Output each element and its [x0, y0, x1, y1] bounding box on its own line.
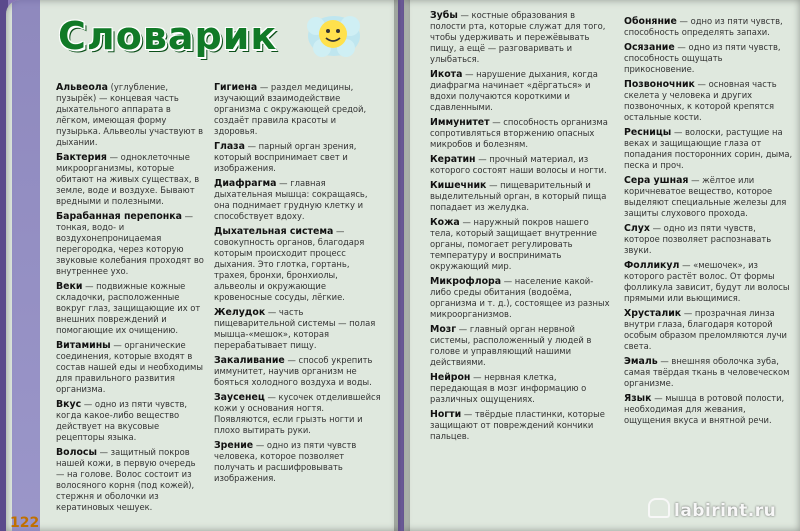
- glossary-term: Ресницы: [624, 127, 672, 138]
- glossary-definition: — нервная клетка, передающая в мозг информацию о различных ощущениях.: [430, 372, 587, 404]
- glossary-term: Иммунитет: [430, 117, 490, 128]
- page-title: Словарик: [58, 14, 278, 58]
- book-gutter: [394, 0, 410, 531]
- glossary-definition: — твёрдые пластинки, которые защищают от повреждений кончики пальцев.: [430, 409, 605, 441]
- glossary-column-4: [624, 16, 794, 430]
- smiling-sun-icon: [302, 8, 364, 62]
- watermark: [648, 498, 776, 521]
- glossary-column-1: [56, 82, 206, 517]
- glossary-definition: — органические соединения, которые входят в состав нашей еды и необходимы для правильного развития организма.: [56, 340, 203, 394]
- glossary-definition: — нарушение дыхания, когда диафрагма начинает «дёргаться» и вдохи получаются короткими и сдавленными.: [430, 69, 598, 112]
- glossary-term: Кишечник: [430, 180, 487, 191]
- glossary-definition: — одно из пяти чувств, способность ощущать прикосновение.: [624, 42, 781, 74]
- glossary-definition: — защитный покров нашей кожи, в первую очередь — на голове. Волос состоит из волосяного корня (под кожей), стержня и оболочки из кератиновых чешуек.: [56, 447, 196, 512]
- glossary-term: Диафрагма: [214, 178, 277, 189]
- glossary-term: Зубы: [430, 10, 458, 21]
- glossary-entry: [214, 440, 382, 484]
- glossary-definition: — совокупность органов, благодаря которым происходит процесс дыхания. Это глотка, гортань, трахея, бронхи, бронхиолы, альвеолы и окружающие кровеносные сосуды, лёгкие.: [214, 226, 365, 302]
- glossary-term: Слух: [624, 223, 650, 234]
- glossary-entry: [430, 180, 610, 213]
- glossary-entry: [214, 82, 382, 137]
- page-number: 122: [10, 515, 40, 531]
- glossary-entry: [430, 324, 610, 368]
- glossary-definition: — раздел медицины, изучающий взаимодействие организма с окружающей средой, создаёт правила красоты и здоровья.: [214, 82, 367, 136]
- glossary-column-3: [430, 10, 610, 446]
- glossary-term: Барабанная перепонка: [56, 211, 182, 222]
- glossary-entry: [624, 356, 794, 389]
- glossary-entry: [430, 372, 610, 405]
- glossary-column-2: [214, 82, 382, 488]
- glossary-definition: — главная дыхательная мышца: сокращаясь, она поднимает грудную клетку и способствует вдоху.: [214, 178, 368, 221]
- glossary-entry: [624, 260, 794, 304]
- glossary-definition: — население какой-либо среды обитания (водоёма, организма и т. д.), состоящее из разных микроорганизмов.: [430, 276, 610, 319]
- glossary-definition: — способность организма сопротивляться вторжению опасных микробов и болезням.: [430, 117, 608, 149]
- glossary-term: Язык: [624, 393, 652, 404]
- glossary-entry: [56, 82, 206, 148]
- glossary-term: Сера ушная: [624, 175, 689, 186]
- glossary-entry: [56, 340, 206, 395]
- glossary-definition: — способ укрепить иммунитет, научив организм не бояться холодного воздуха и воды.: [214, 355, 373, 387]
- glossary-term: Бактерия: [56, 152, 107, 163]
- glossary-term: Дыхательная система: [214, 226, 334, 237]
- glossary-term: Микрофлора: [430, 276, 502, 287]
- glossary-entry: [624, 16, 794, 38]
- glossary-definition: — одно из пяти чувств, когда какое-либо вещество действует на вкусовые рецепторы языка.: [56, 399, 188, 442]
- glossary-term: Гигиена: [214, 82, 258, 93]
- glossary-definition: — жёлтое или коричневатое вещество, которое выделяют специальные железы для защиты слухового прохода.: [624, 175, 787, 218]
- glossary-term: Глаза: [214, 141, 245, 152]
- glossary-entry: [430, 409, 610, 442]
- glossary-entry: [56, 447, 206, 513]
- decor-stripe: [12, 0, 40, 531]
- labirint-logo-icon: [648, 498, 670, 518]
- glossary-term: Икота: [430, 69, 463, 80]
- glossary-term: Зрение: [214, 440, 254, 451]
- glossary-definition: — одно из пяти чувств, способность определять запахи.: [624, 16, 783, 37]
- glossary-term: Кератин: [430, 154, 476, 165]
- glossary-term: Волосы: [56, 447, 97, 458]
- glossary-entry: [56, 152, 206, 207]
- glossary-entry: [624, 42, 794, 75]
- glossary-definition: (углубление, пузырёк) — концевая часть дыхательного аппарата в лёгком, имеющая форму пузырька. Альвеолы участвуют в дыхании.: [56, 82, 204, 147]
- glossary-term: Вкус: [56, 399, 82, 410]
- glossary-entry: [214, 307, 382, 351]
- glossary-definition: — пищеварительный и выделительный орган, в который пища попадает из желудка.: [430, 180, 607, 212]
- glossary-entry: [430, 276, 610, 320]
- glossary-entry: [430, 217, 610, 272]
- glossary-term: Нейрон: [430, 372, 471, 383]
- glossary-term: Обоняние: [624, 16, 677, 27]
- glossary-term: Веки: [56, 281, 83, 292]
- glossary-definition: — одно из пяти чувств человека, которое позволяет получать и расшифровывать изображения.: [214, 440, 357, 483]
- glossary-entry: [624, 308, 794, 352]
- glossary-term: Закаливание: [214, 355, 285, 366]
- glossary-entry: [624, 79, 794, 123]
- watermark-text: labirint.ru: [674, 501, 777, 521]
- glossary-entry: [214, 355, 382, 388]
- glossary-entry: [624, 127, 794, 171]
- glossary-entry: [430, 117, 610, 150]
- glossary-definition: — «мешочек», из которого растёт волос. От формы фолликула зависит, будут ли волосы прямыми или вьющимися.: [624, 260, 790, 303]
- glossary-entry: [624, 175, 794, 219]
- glossary-definition: — внешняя оболочка зуба, самая твёрдая ткань в человеческом организме.: [624, 356, 790, 388]
- glossary-entry: [214, 226, 382, 303]
- glossary-entry: [56, 211, 206, 277]
- glossary-entry: [214, 178, 382, 222]
- glossary-definition: — одно из пяти чувств, которое позволяет распознавать звуки.: [624, 223, 772, 255]
- glossary-term: Альвеола: [56, 82, 108, 93]
- glossary-entry: [56, 399, 206, 443]
- glossary-term: Позвоночник: [624, 79, 695, 90]
- glossary-entry: [430, 154, 610, 176]
- glossary-term: Ногти: [430, 409, 462, 420]
- glossary-definition: — часть пищеварительной системы — полая мышца-«мешок», которая перерабатывает пищу.: [214, 307, 376, 350]
- glossary-entry: [214, 141, 382, 174]
- glossary-definition: — прозрачная линза внутри глаза, благодаря которой особым образом преломляются лучи света.: [624, 308, 787, 351]
- glossary-definition: — главный орган нервной системы, расположенный у людей в голове и управляющий нашими действиями.: [430, 324, 592, 367]
- glossary-definition: — костные образования в полости рта, которые служат для того, чтобы удерживать и пережёвывать пищу, а ещё — разговаривать и улыбаться.: [430, 10, 606, 64]
- glossary-entry: [430, 10, 610, 65]
- glossary-term: Фолликул: [624, 260, 680, 271]
- glossary-entry: [56, 281, 206, 336]
- glossary-term: Хрусталик: [624, 308, 682, 319]
- glossary-definition: — кусочек отделившейся кожи у основания ногтя. Появляются, если грызть ногти и плохо вытирать руки.: [214, 392, 381, 435]
- glossary-definition: — волоски, растущие на веках и защищающие глаза от попадания посторонних сорин, дыма, песка и проч.: [624, 127, 793, 170]
- glossary-term: Эмаль: [624, 356, 658, 367]
- glossary-definition: — прочный материал, из которого состоят наши волосы и ногти.: [430, 154, 607, 175]
- glossary-term: Желудок: [214, 307, 266, 318]
- glossary-entry: [214, 392, 382, 436]
- glossary-entry: [430, 69, 610, 113]
- glossary-entry: [624, 223, 794, 256]
- glossary-term: Витамины: [56, 340, 111, 351]
- glossary-definition: — мышца в ротовой полости, необходимая для жевания, ощущения вкуса и внятной речи.: [624, 393, 785, 425]
- glossary-term: Кожа: [430, 217, 460, 228]
- glossary-entry: [624, 393, 794, 426]
- glossary-definition: — наружный покров нашего тела, который защищает внутренние органы, помогает регулировать температуру и воспринимать окружающий мир.: [430, 217, 597, 271]
- glossary-definition: — тонкая, водо- и воздухонепроницаемая перегородка, через которую звуковые колебания проходят во внутреннее ухо.: [56, 211, 204, 276]
- glossary-definition: — подвижные кожные складочки, расположенные вокруг глаз, защищающие их от внешних повреждений и помогающие их очищению.: [56, 281, 201, 335]
- glossary-term: Заусенец: [214, 392, 265, 403]
- glossary-term: Мозг: [430, 324, 457, 335]
- glossary-definition: — одноклеточные микроорганизмы, которые обитают на живых существах, в земле, воде и воздухе. Бывают вредными и полезными.: [56, 152, 200, 206]
- glossary-definition: — основная часть скелета у человека и других позвоночных, к которой крепятся остальные кости.: [624, 79, 777, 122]
- glossary-term: Осязание: [624, 42, 675, 53]
- glossary-definition: — парный орган зрения, который воспринимает свет и изображения.: [214, 141, 357, 173]
